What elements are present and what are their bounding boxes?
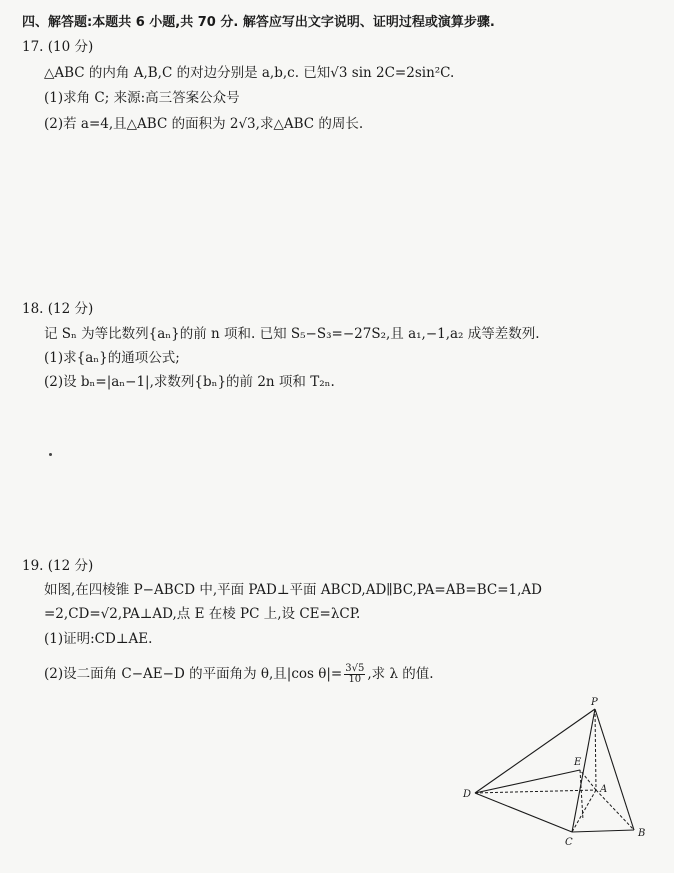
q17-title: 17. (10 分) — [22, 39, 94, 55]
q19-stem-line1: 如图,在四棱锥 P−ABCD 中,平面 PAD⊥平面 ABCD,AD∥BC,PA=AB=BC=1,AD — [44, 582, 542, 598]
q19-part2-text: (2)设二面角 C−AE−D 的平面角为 θ,且|cos θ|= — [44, 666, 343, 682]
edge-PC — [572, 709, 595, 832]
q18-part2: (2)设 bₙ=|aₙ−1|,求数列{bₙ}的前 2n 项和 T₂ₙ. — [44, 374, 335, 390]
section-heading: 四、解答题:本题共 6 小题,共 70 分. 解答应写出文字说明、证明过程或演算步骤. — [22, 15, 495, 30]
edge-CB — [572, 830, 634, 832]
label-D: D — [463, 789, 472, 800]
edge-EP-inner — [580, 770, 583, 820]
cos-fraction — [344, 664, 365, 685]
edge-DA — [475, 790, 596, 793]
q17-stem: △ABC 的内角 A,B,C 的对边分别是 a,b,c. 已知√3 sin 2C=2sin²C. — [44, 65, 455, 81]
edge-PD — [475, 709, 595, 793]
stray-mark — [49, 453, 52, 456]
edge-PB — [595, 709, 634, 830]
fraction-numerator: 3√5 — [345, 663, 365, 674]
q18-stem: 记 Sₙ 为等比数列{aₙ}的前 n 项和. 已知 S₅−S₃=−27S₂,且 a₁,−1,a₂ 成等差数列. — [44, 326, 540, 342]
edge-DC — [475, 793, 572, 832]
edge-AC — [572, 790, 596, 832]
label-E: E — [574, 757, 582, 768]
q18-title: 18. (12 分) — [22, 301, 94, 317]
q18-part1: (1)求{aₙ}的通项公式; — [44, 350, 180, 366]
q19-part2 — [44, 664, 434, 685]
edge-PA — [595, 709, 596, 790]
fraction-denominator: 10 — [348, 674, 362, 685]
label-C: C — [565, 837, 573, 848]
label-B: B — [638, 828, 646, 839]
q19-title: 19. (12 分) — [22, 558, 94, 574]
edge-AB — [596, 790, 634, 830]
label-A: A — [600, 784, 608, 795]
q17-part1: (1)求角 C; 来源:高三答案公众号 — [44, 90, 240, 106]
label-P: P — [591, 697, 598, 708]
q17-part2: (2)若 a=4,且△ABC 的面积为 2√3,求△ABC 的周长. — [44, 116, 364, 132]
edge-DE — [475, 770, 580, 793]
q19-stem-line2: =2,CD=√2,PA⊥AD,点 E 在棱 PC 上,设 CE=λCP. — [44, 606, 361, 622]
q19-part2-tail: ,求 λ 的值. — [367, 666, 434, 682]
q19-part1: (1)证明:CD⊥AE. — [44, 631, 153, 647]
edge-AE — [580, 770, 596, 790]
